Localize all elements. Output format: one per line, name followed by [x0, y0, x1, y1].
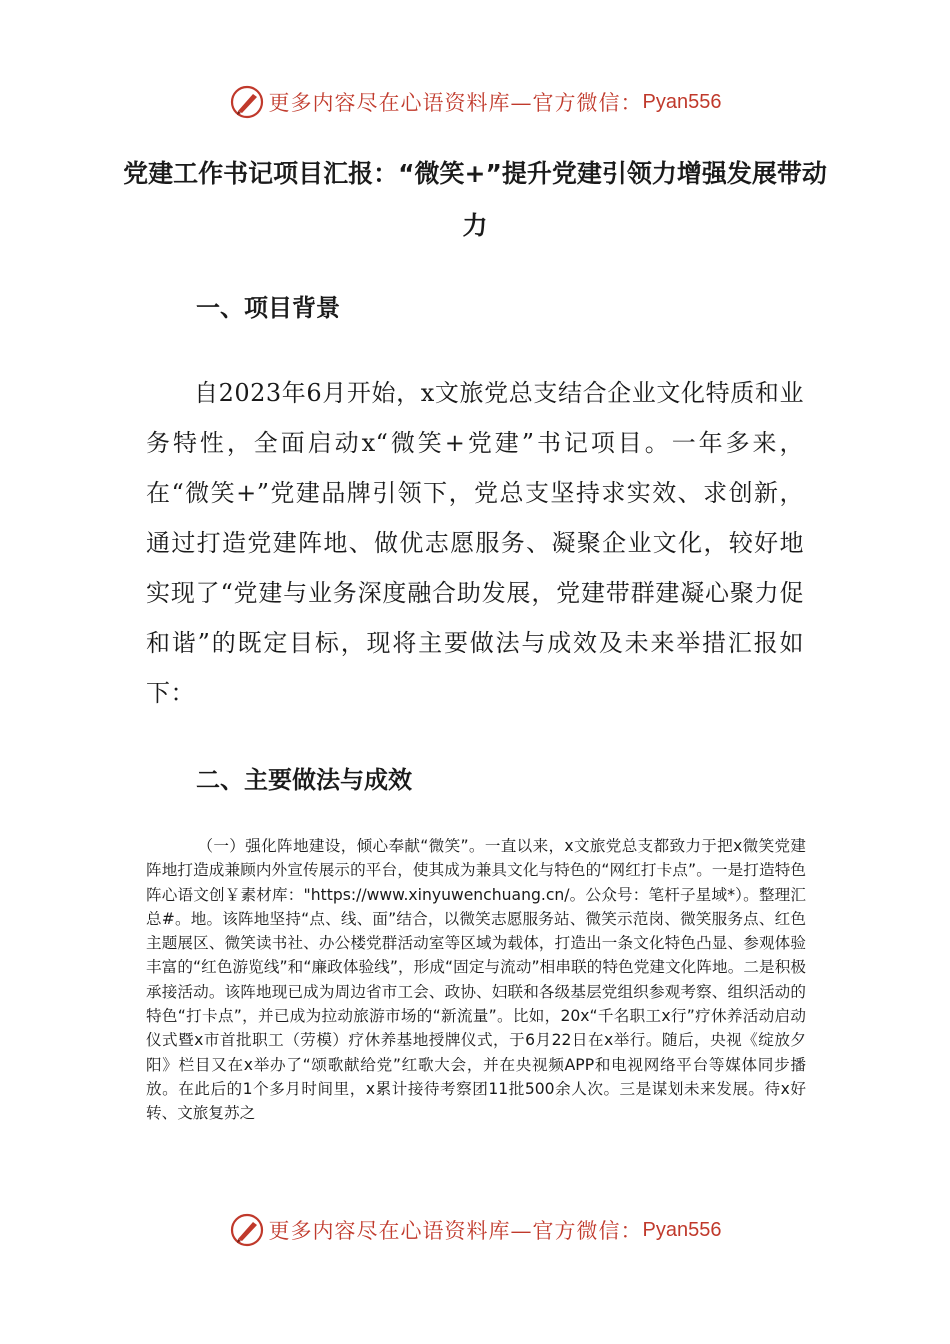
watermark-banner-top: [0, 82, 950, 122]
watermark-banner-bottom: [0, 1210, 950, 1250]
watermark-text: 更多内容尽在心语资料库—官方微信：: [268, 1219, 643, 1243]
watermark-handle: Pyan556: [642, 1218, 722, 1241]
watermark-text: 更多内容尽在心语资料库—官方微信：: [268, 91, 643, 115]
pen-logo-icon: [229, 1212, 265, 1248]
document-title: 党建工作书记项目汇报：“微笑+”提升党建引领力增强发展带动力: [123, 159, 827, 240]
pen-logo-icon: [229, 84, 265, 120]
watermark-handle: Pyan556: [642, 90, 722, 113]
section-heading-practices: 二、主要做法与成效: [196, 766, 412, 794]
section-heading-background: 一、项目背景: [196, 294, 340, 322]
section-body-background: 自2023年6月开始，x文旅党总支结合企业文化特质和业务特性，全面启动x“微笑+党建”书记项目。一年多来，在“微笑+”党建品牌引领下，党总支坚持求实效、求创新，通过打造党建阵地、做优志愿服务、凝聚企业文化，较好地实现了“党建与业务深度融合助发展，党建带群建凝心聚力促和谐”的既定目标，现将主要做法与成效及未来举措汇报如下：: [146, 379, 804, 707]
section-body-practices: （一）强化阵地建设，倾心奉献“微笑”。一直以来，x文旅党总支都致力于把x微笑党建阵地打造成兼顾内外宣传展示的平台，使其成为兼具文化与特色的“网红打卡点”。一是打造特色阵心语文创￥素材库："https://www.xinyuwenchuang.cn/。公众号：笔杆子星域*）。整理汇总#。地。该阵地坚持“点、线、面”结合，以微笑志愿服务站、微笑示范岗、微笑服务点、红色主题展区、微笑读书社、办公楼党群活动室等区域为载体，打造出一条文化特色凸显、参观体验丰富的“红色游览线”和“廉政体验线”，形成“固定与流动”相串联的特色党建文化阵地。二是积极承接活动。该阵地现已成为周边省市工会、政协、妇联和各级基层党组织参观考察、组织活动的特色“打卡点”，并已成为拉动旅游市场的“新流量”。比如，20x“千名职工x行”疗休养活动启动仪式暨x市首批职工（劳模）疗休养基地授牌仪式，于6月22日在x举行。随后，央视《绽放夕阳》栏目又在x举办了“颂歌献给党”红歌大会，并在央视频APP和电视网络平台等媒体同步播放。在此后的1个多月时间里，x累计接待考察团11批500余人次。三是谋划未来发展。待x好转、文旅复苏之: [146, 837, 806, 1123]
